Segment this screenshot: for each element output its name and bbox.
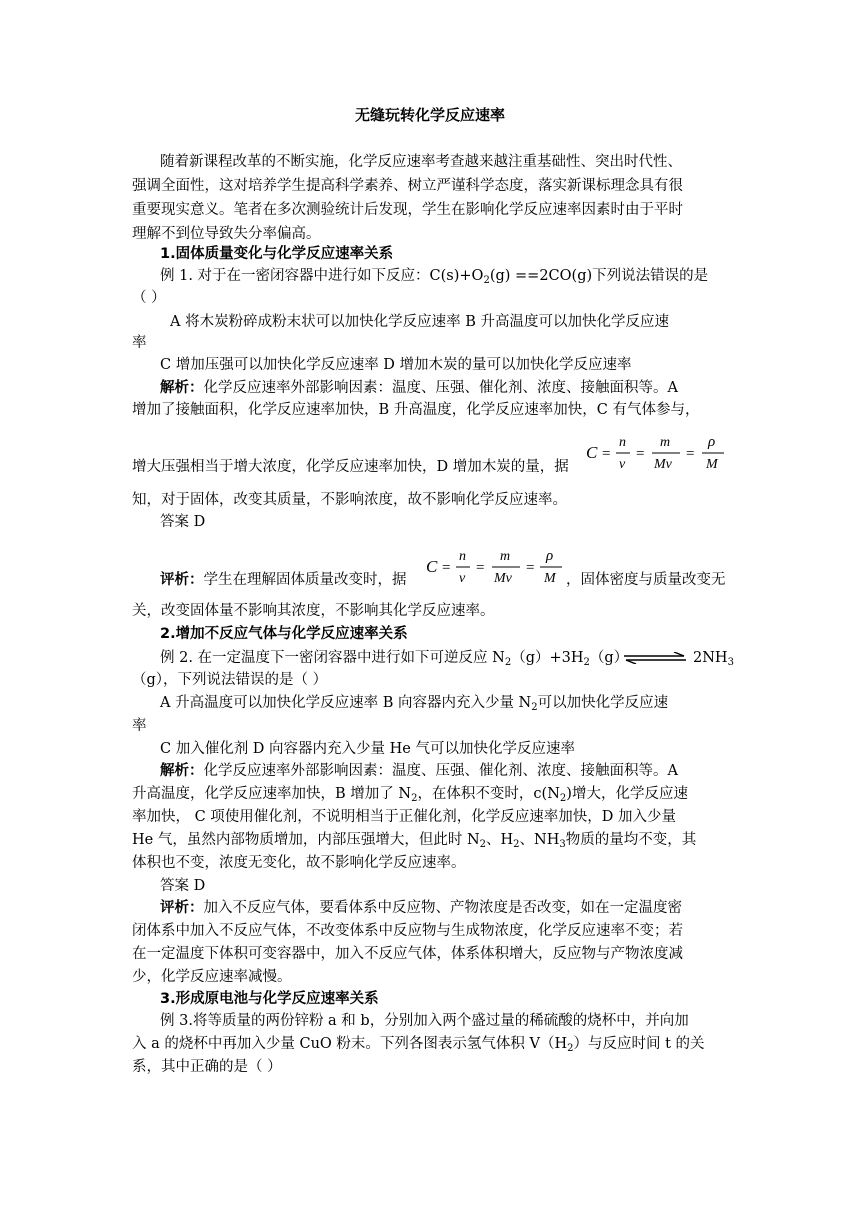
example-2-analysis-line: 升高温度，化学反应速率加快，B 增加了 $N_2$，在体积不变时，$c(N_2)$增大，化学反应速 bbox=[132, 786, 688, 804]
example-2-comment: 评析：加入不反应气体，要看体系中反应物、产物浓度是否改变，如在一定温度密 bbox=[160, 900, 682, 916]
example-1-option-ab: A 将木炭粉碎成粉末状可以加快化学反应速率 B 升高温度可以加快化学反应速 bbox=[170, 314, 669, 330]
formula-m: m bbox=[660, 435, 671, 450]
example-1-option-ab-wrap: 率 bbox=[132, 335, 147, 351]
formula-c: C bbox=[426, 557, 438, 576]
example-1-analysis-line: 增大压强相当于增大浓度，化学反应速率加快，D 增加木炭的量，据 bbox=[132, 459, 569, 475]
formula-mv: Mv bbox=[654, 457, 672, 472]
example-2-analysis: 解析：化学反应速率外部影响因素：温度、压强、催化剂、浓度、接触面积等。A bbox=[160, 763, 678, 779]
example-2-option-ab-wrap: 率 bbox=[132, 718, 147, 734]
intro-line: 理解不到位导致失分率偏高。 bbox=[132, 226, 321, 242]
example-1-option-cd: C 增加压强可以加快化学反应速率 D 增加木炭的量可以加快化学反应速率 bbox=[160, 357, 632, 373]
density-formula-2 bbox=[424, 542, 566, 590]
example-2-comment-line: 少，化学反应速率减慢。 bbox=[132, 969, 292, 985]
formula-m: m bbox=[500, 549, 511, 564]
example-1-analysis-line: 增加了接触面积，化学反应速率加快，B 升高温度，化学反应速率加快，C 有气体参与， bbox=[132, 402, 700, 418]
density-formula-1 bbox=[584, 428, 730, 476]
section-heading-3: 3.形成原电池与化学反应速率关系 bbox=[160, 991, 379, 1007]
section-heading-2: 2.增加不反应气体与化学反应速率关系 bbox=[160, 626, 408, 642]
example-2-analysis-line: 体积也不变，浓度无变化，故不影响化学反应速率。 bbox=[132, 855, 466, 871]
formula-rho: ρ bbox=[708, 434, 716, 450]
example-1-comment-tail: ，固体密度与质量改变无 bbox=[566, 572, 726, 588]
example-1-analysis: 解析：化学反应速率外部影响因素：温度、压强、催化剂、浓度、接触面积等。A bbox=[160, 380, 678, 396]
example-2-question: 例 2. 在一定温度下一密闭容器中进行如下可逆反应 $N_2(g)+3H_2(g)$ bbox=[160, 650, 629, 668]
example-1-paren: （ ） bbox=[132, 290, 166, 306]
formula-v: v bbox=[619, 457, 626, 472]
example-1-question: 例 1. 对于在一密闭容器中进行如下反应：$C(s)+O_2(g) ==2CO(g)$下列说法错误的是 bbox=[160, 268, 709, 286]
section-heading-1: 1.固体质量变化与化学反应速率关系 bbox=[160, 246, 394, 262]
formula-eq: = bbox=[526, 560, 535, 576]
formula-c: C bbox=[586, 443, 598, 462]
page-title: 无缝玩转化学反应速率 bbox=[354, 106, 505, 124]
intro-line: 随着新课程改革的不断实施，化学反应速率考查越来越注重基础性、突出时代性、 bbox=[160, 154, 682, 170]
intro-line: 重要现实意义。笔者在多次测验统计后发现，学生在影响化学反应速率因素时由于平时 bbox=[132, 202, 683, 218]
example-3-question: 例 3.将等质量的两份锌粉 a 和 b，分别加入两个盛过量的稀硫酸的烧杯中，并向加 bbox=[160, 1013, 689, 1029]
formula-m-big: M bbox=[706, 457, 718, 472]
example-1-analysis-line: 知，对于固体，改变其质量，不影响浓度，故不影响化学反应速率。 bbox=[132, 492, 567, 508]
example-2-analysis-line: He 气，虽然内部物质增加，内部压强增大，但此时 $N_2$、$H_2$、$NH_3$物质的量均不变，其 bbox=[132, 832, 697, 850]
intro-line: 强调全面性，这对培养学生提高科学素养、树立严谨科学态度，落实新课标理念具有很 bbox=[132, 178, 683, 194]
example-2-comment-line: 闭体系中加入不反应气体，不改变体系中反应物与生成物浓度，化学反应速率不变；若 bbox=[132, 923, 683, 939]
example-2-question-line2: （g），下列说法错误的是（ ） bbox=[132, 672, 328, 688]
formula-eq: = bbox=[602, 446, 611, 462]
formula-eq: = bbox=[636, 446, 645, 462]
formula-eq: = bbox=[686, 446, 695, 462]
example-1-comment: 评析：学生在理解固体质量改变时，据 bbox=[160, 572, 407, 588]
example-2-comment-line: 在一定温度下体积可变容器中，加入不反应气体，体系体积增大，反应物与产物浓度减 bbox=[132, 946, 683, 962]
formula-mv: Mv bbox=[494, 571, 512, 586]
example-1-answer: 答案 D bbox=[160, 514, 206, 530]
example-3-question-line: 系，其中正确的是（ ） bbox=[132, 1059, 282, 1075]
formula-n: n bbox=[619, 435, 626, 450]
formula-rho: ρ bbox=[546, 548, 554, 564]
example-2-answer: 答案 D bbox=[160, 878, 206, 894]
formula-n: n bbox=[459, 549, 466, 564]
example-2-option-ab: A 升高温度可以加快化学反应速率 B 向容器内充入少量 $N_2$可以加快化学反应速 bbox=[160, 695, 669, 713]
formula-m-big: M bbox=[544, 571, 556, 586]
example-2-option-cd: C 加入催化剂 D 向容器内充入少量 He 气可以加快化学反应速率 bbox=[160, 741, 575, 757]
example-2-analysis-line: 率加快， C 项使用催化剂，不说明相当于正催化剂，化学反应速率加快，D 加入少量 bbox=[132, 809, 677, 825]
formula-v: v bbox=[459, 571, 466, 586]
formula-eq: = bbox=[442, 560, 451, 576]
example-2-product: $2NH_3$ bbox=[693, 650, 734, 668]
example-1-comment-line: 关，改变固体量不影响其浓度，不影响其化学反应速率。 bbox=[132, 603, 495, 619]
formula-eq: = bbox=[476, 560, 485, 576]
example-3-question-line: 入 a 的烧杯中再加入少量 CuO 粉末。下列各图表示氢气体积 $V(H_2)$与反应时间 t 的关 bbox=[132, 1036, 705, 1054]
reversible-arrow-icon bbox=[622, 652, 688, 664]
